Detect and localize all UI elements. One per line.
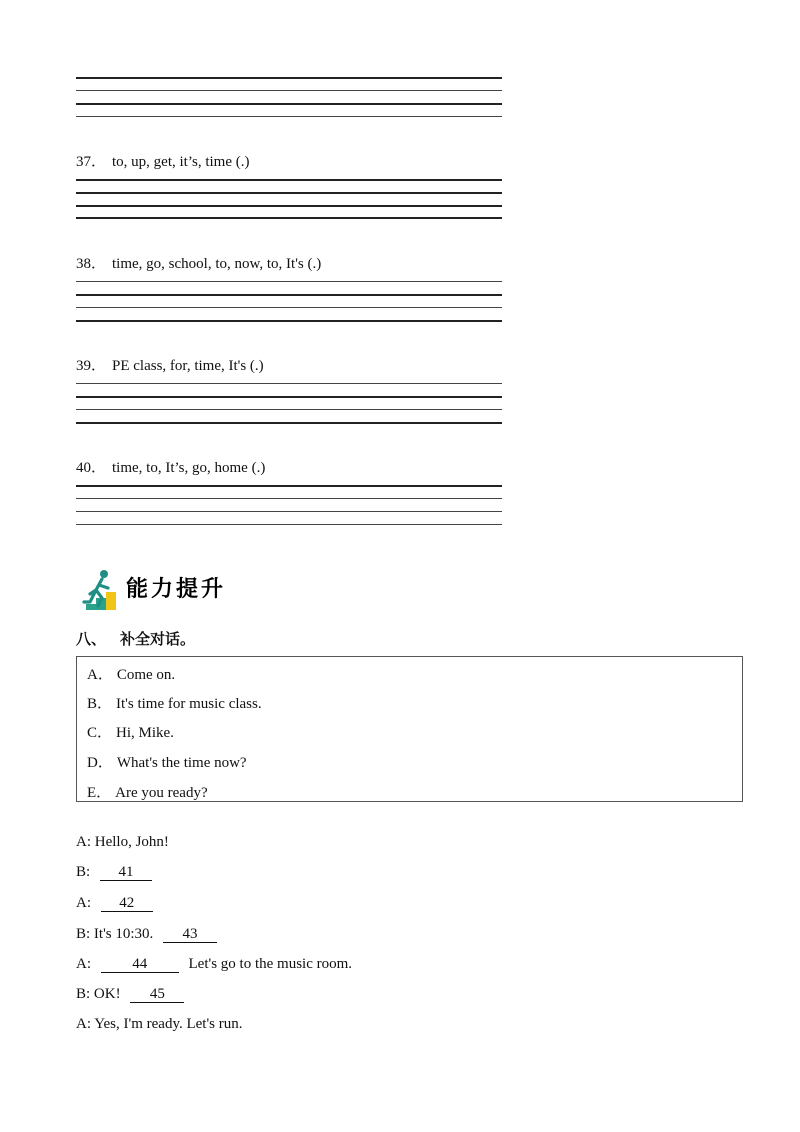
blank-45[interactable]: 45	[130, 986, 184, 1003]
option-e	[87, 781, 208, 802]
question-number: 37．	[76, 154, 107, 170]
option-text: Come on.	[116, 667, 176, 683]
speaker-prefix: B: It's 10:30.	[76, 926, 154, 942]
answer-line	[76, 192, 502, 194]
answer-line	[76, 320, 502, 322]
answer-line	[76, 205, 502, 207]
blank-42[interactable]: 42	[101, 895, 153, 912]
question-words: time, to, It’s, go, home (.)	[112, 460, 266, 476]
answer-line	[76, 485, 502, 487]
dialogue-line-5	[76, 956, 352, 973]
answer-line	[76, 511, 502, 512]
answer-line	[76, 179, 502, 181]
answer-line	[76, 294, 502, 296]
answer-line	[76, 116, 502, 117]
question-words: time, go, school, to, now, to, It's (.)	[112, 256, 322, 272]
dialogue-line-7: A: Yes, I'm ready. Let's run.	[76, 1016, 243, 1032]
section-number: 八、	[76, 630, 107, 648]
option-text: Hi, Mike.	[116, 725, 174, 741]
answer-lines-40[interactable]	[76, 485, 502, 527]
speaker-prefix: A:	[76, 956, 91, 972]
question-40	[76, 456, 265, 477]
answer-line	[76, 383, 502, 384]
option-text: Are you ready?	[115, 785, 208, 801]
dialogue-line-4	[76, 926, 217, 943]
option-b	[87, 692, 262, 713]
question-39	[76, 354, 264, 375]
option-text: It's time for music class.	[116, 696, 262, 712]
option-letter: C．	[87, 725, 113, 741]
blank-41[interactable]: 41	[100, 864, 152, 881]
answer-line	[76, 524, 502, 525]
answer-line	[76, 103, 502, 105]
question-38	[76, 252, 321, 273]
section-banner	[82, 566, 252, 612]
section-heading	[76, 628, 209, 649]
option-d	[87, 751, 247, 772]
answer-line	[76, 90, 502, 91]
option-a	[87, 663, 175, 684]
speaker-prefix: A:	[76, 895, 91, 911]
speaker-prefix: B:	[76, 864, 91, 880]
answer-lines-39[interactable]	[76, 383, 502, 425]
question-words: to, up, get, it’s, time (.)	[112, 154, 250, 170]
option-text: What's the time now?	[116, 755, 247, 771]
section-title-text: 补全对话。	[120, 630, 196, 648]
answer-lines-37[interactable]	[76, 179, 502, 221]
answer-line	[76, 77, 502, 79]
blank-44[interactable]: 44	[101, 956, 179, 973]
question-number: 38．	[76, 256, 107, 272]
dialogue-line-6	[76, 986, 184, 1003]
question-number: 39．	[76, 358, 107, 374]
dialogue-text: Let's go to the music room.	[188, 956, 353, 972]
dialogue-line-1: A: Hello, John!	[76, 834, 169, 850]
dialogue-line-2	[76, 864, 152, 881]
answer-line	[76, 422, 502, 424]
option-letter: D．	[87, 755, 113, 771]
dialogue-line-3	[76, 895, 153, 912]
option-letter: A．	[87, 667, 113, 683]
question-words: PE class, for, time, It's (.)	[112, 358, 264, 374]
option-letter: B．	[87, 696, 113, 712]
option-letter: E．	[87, 785, 112, 801]
answer-lines-36[interactable]	[76, 77, 502, 119]
question-number: 40．	[76, 460, 107, 476]
question-37	[76, 150, 250, 171]
options-box	[76, 656, 743, 802]
option-c	[87, 721, 174, 742]
answer-line	[76, 409, 502, 410]
answer-line	[76, 217, 502, 219]
answer-line	[76, 498, 502, 499]
answer-lines-38[interactable]	[76, 281, 502, 323]
banner-title: 能力提升	[126, 577, 227, 602]
answer-line	[76, 396, 502, 398]
speaker-prefix: B: OK!	[76, 986, 121, 1002]
running-person-stairs-icon	[82, 568, 122, 612]
blank-43[interactable]: 43	[163, 926, 217, 943]
answer-line	[76, 307, 502, 308]
answer-line	[76, 281, 502, 282]
